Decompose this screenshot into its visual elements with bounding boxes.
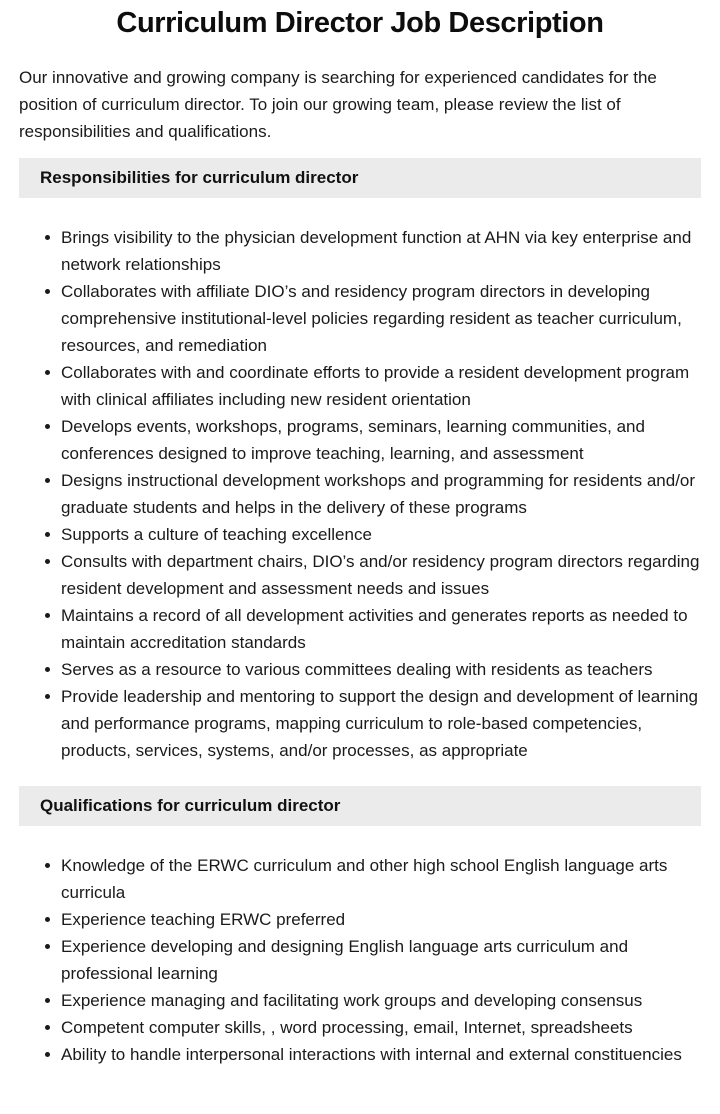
intro-paragraph: Our innovative and growing company is searching for experienced candidates for the position of curriculum director. To join our growing team, please review the list of responsibilities and qualifications. xyxy=(19,68,657,141)
list-item: Provide leadership and mentoring to support the design and development of learning and performance programs, mapping curriculum to role-based competencies, products, services, systems, and/or processes, as appropriate xyxy=(19,683,701,764)
list-item: Consults with department chairs, DIO’s and/or residency program directors regarding resident development and assessment needs and issues xyxy=(19,548,701,602)
responsibilities-heading: Responsibilities for curriculum director xyxy=(40,168,359,187)
job-description-document xyxy=(0,8,720,1096)
list-item: Ability to handle interpersonal interactions with internal and external constituencies xyxy=(19,1041,701,1068)
list-item: Supports a culture of teaching excellence xyxy=(19,521,701,548)
section-header-qualifications xyxy=(19,786,701,826)
page-title: Curriculum Director Job Description xyxy=(116,7,604,39)
responsibilities-list xyxy=(19,224,701,764)
list-item: Experience developing and designing English language arts curriculum and professional learning xyxy=(19,933,701,987)
qualifications-list xyxy=(19,852,701,1068)
list-item: Collaborates with affiliate DIO’s and residency program directors in developing comprehensive institutional-level policies regarding resident as teacher curriculum, resources, and remediation xyxy=(19,278,701,359)
list-item: Brings visibility to the physician development function at AHN via key enterprise and network relationships xyxy=(19,224,701,278)
list-item: Serves as a resource to various committees dealing with residents as teachers xyxy=(19,656,701,683)
list-item: Develops events, workshops, programs, seminars, learning communities, and conferences designed to improve teaching, learning, and assessment xyxy=(19,413,701,467)
section-header-responsibilities xyxy=(19,158,701,198)
list-item: Designs instructional development workshops and programming for residents and/or graduate students and helps in the delivery of these programs xyxy=(19,467,701,521)
list-item: Experience teaching ERWC preferred xyxy=(19,906,701,933)
list-item: Competent computer skills, , word processing, email, Internet, spreadsheets xyxy=(19,1014,701,1041)
list-item: Collaborates with and coordinate efforts to provide a resident development program with clinical affiliates including new resident orientation xyxy=(19,359,701,413)
list-item: Maintains a record of all development activities and generates reports as needed to maintain accreditation standards xyxy=(19,602,701,656)
list-item: Knowledge of the ERWC curriculum and other high school English language arts curricula xyxy=(19,852,701,906)
qualifications-heading: Qualifications for curriculum director xyxy=(40,796,341,815)
list-item: Experience managing and facilitating work groups and developing consensus xyxy=(19,987,701,1014)
